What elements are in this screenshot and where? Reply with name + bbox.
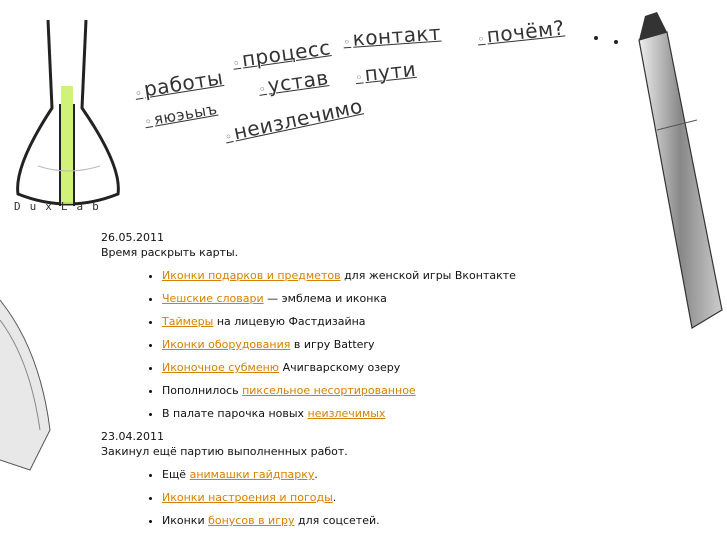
item-link[interactable]: Таймеры [162, 315, 214, 328]
nav-works[interactable]: ◦ работы [133, 65, 225, 103]
nav-charter[interactable]: ◦ устав [257, 65, 330, 99]
item-link[interactable]: неизлечимых [307, 407, 386, 420]
item-link[interactable]: Иконочное субменю [162, 361, 280, 374]
pen-sketch-icon [637, 10, 727, 340]
post-date: 23.04.2011 [101, 430, 164, 443]
list-item: • Иконки оборудования в игру Battery [162, 337, 621, 352]
item-link[interactable]: Чешские словари [162, 292, 264, 305]
nav-incurable[interactable]: ◦ неизлечимо [222, 94, 365, 147]
post-intro: Время раскрыть карты. [101, 246, 239, 259]
news-post [101, 230, 621, 421]
item-link[interactable]: анимашки гайдпарку [189, 468, 315, 481]
list-item: • Иконки бонусов в игру для соцсетей. [162, 513, 621, 528]
list-item: • Иконки настроения и погоды. [162, 490, 621, 505]
item-link[interactable]: Иконки настроения и погоды [162, 491, 333, 504]
logo-text: DuxLab [14, 200, 108, 213]
news-content [101, 230, 621, 536]
left-edge-sketch-icon [0, 290, 60, 490]
nav-price[interactable]: ◦ почём? [476, 15, 566, 48]
list-item: • В палате парочка новых неизлечимых [162, 406, 621, 421]
post-items [101, 467, 621, 528]
list-item: • Чешские словари — эмблема и иконка [162, 291, 621, 306]
post-intro: Закинул ещё партию выполненных работ. [101, 445, 348, 458]
post-items [101, 268, 621, 421]
news-post [101, 429, 621, 528]
nav-contact[interactable]: ◦ контакт [342, 21, 442, 52]
list-item: • Ещё анимашки гайдпарку. [162, 467, 621, 482]
nav-yayu[interactable]: ◦ яюэьыъ [143, 100, 219, 131]
nav-process[interactable]: ◦ процесс [231, 35, 332, 73]
item-link[interactable]: пиксельное несортированное [242, 384, 416, 397]
item-link[interactable]: Иконки подарков и предметов [162, 269, 341, 282]
post-date: 26.05.2011 [101, 231, 164, 244]
item-link[interactable]: Иконки оборудования [162, 338, 291, 351]
list-item: • Пополнилось пиксельное несортированное [162, 383, 621, 398]
list-item: • Иконки подарков и предметов для женской игры Вконтакте [162, 268, 621, 283]
nav-paths[interactable]: ◦ пути [354, 57, 417, 87]
duxlab-logo-flask[interactable] [8, 16, 130, 216]
list-item: • Иконочное субменю Ачигварскому озеру [162, 360, 621, 375]
list-item: • Таймеры на лицевую Фастдизайна [162, 314, 621, 329]
item-link[interactable]: бонусов в игру [208, 514, 295, 527]
